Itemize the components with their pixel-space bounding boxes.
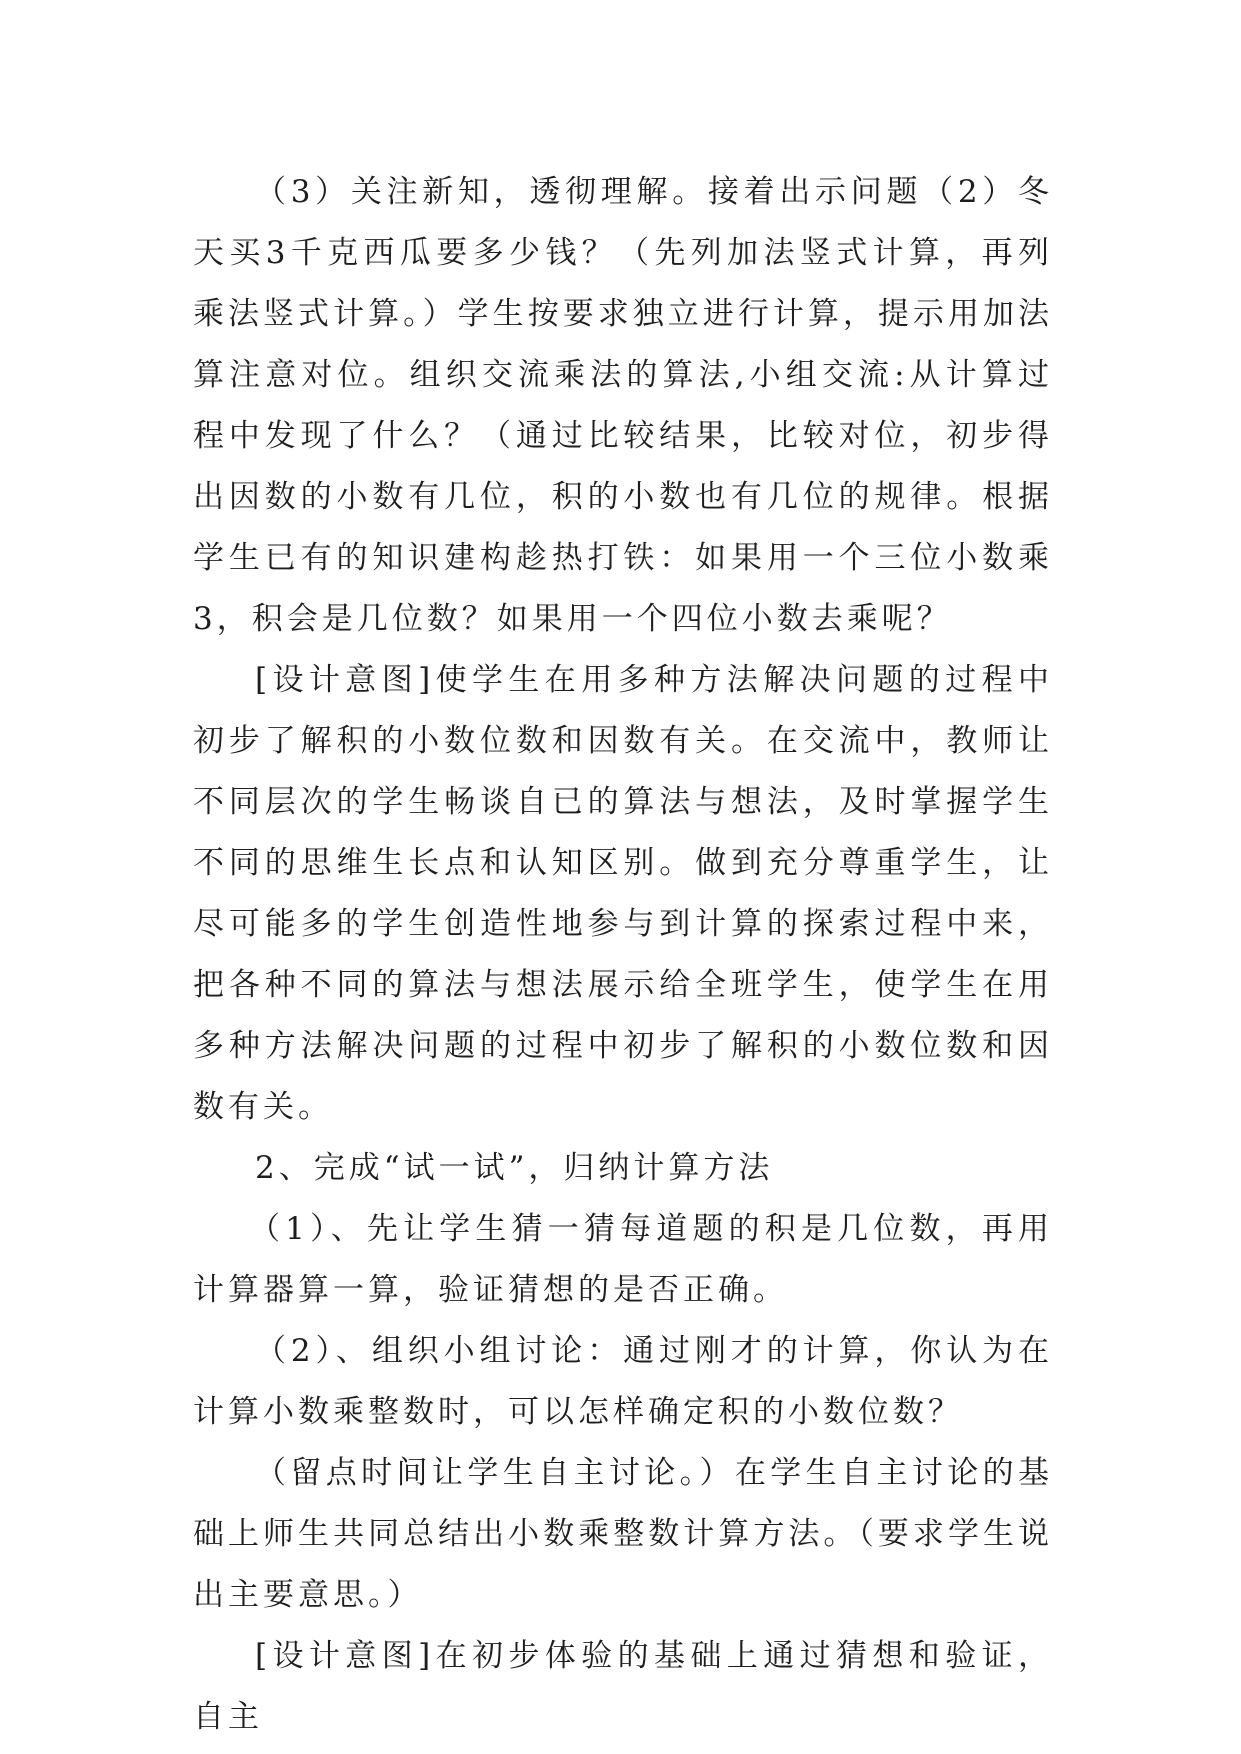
paragraph-section-2-heading: 2、完成“试一试”，归纳计算方法 xyxy=(255,1150,774,1186)
paragraph-step-2: （2）、组织小组讨论：通过刚才的计算，你认为在计算小数乘整数时，可以怎样确定积的小数位数？ xyxy=(193,1333,1053,1430)
paragraph-step-1: （1）、先让学生猜一猜每道题的积是几位数，再用计算器算一算，验证猜想的是否正确。 xyxy=(193,1211,1053,1308)
document-body xyxy=(193,162,1053,1748)
paragraph-design-intent-2: [设计意图]在初步体验的基础上通过猜想和验证，自主 xyxy=(193,1638,1053,1735)
paragraph-new-knowledge: （3）关注新知，透彻理解。接着出示问题（2）冬天买3千克西瓜要多少钱？（先列加法竖式计算，再列乘法竖式计算。）学生按要求独立进行计算，提示用加法算注意对位。组织交流乘法的算法,小组交流:从计算过程中发现了什么？（通过比较结果，比较对位，初步得出因数的小数有几位，积的小数也有几位的规律。根据学生已有的知识建构趁热打铁：如果用一个三位小数乘3，积会是几位数？如果用一个四位小数去乘呢？ xyxy=(193,174,1053,637)
paragraph-design-intent-1: [设计意图]使学生在用多种方法解决问题的过程中初步了解积的小数位数和因数有关。在交流中，教师让不同层次的学生畅谈自已的算法与想法，及时掌握学生不同的思维生长点和认知区别。做到充分尊重学生，让尽可能多的学生创造性地参与到计算的探索过程中来，把各种不同的算法与想法展示给全班学生，使学生在用多种方法解决问题的过程中初步了解积的小数位数和因数有关。 xyxy=(193,662,1053,1125)
paragraph-group-discussion: （留点时间让学生自主讨论。）在学生自主讨论的基础上师生共同总结出小数乘整数计算方法。（要求学生说出主要意思。） xyxy=(193,1455,1053,1613)
